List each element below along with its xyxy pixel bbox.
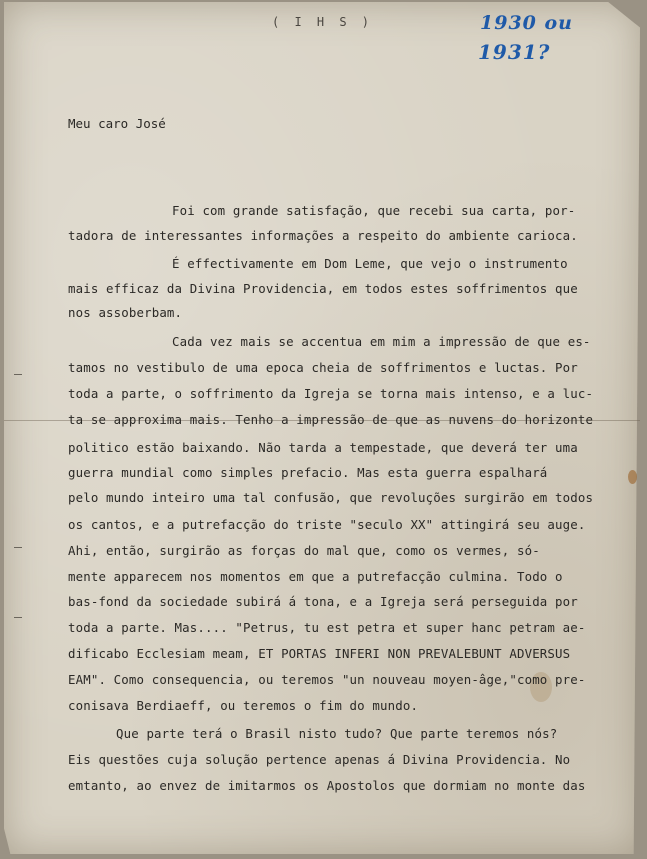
letter-line: mente apparecem nos momentos em que a putrefacção culmina. Todo o bbox=[68, 569, 563, 584]
letter-line: EAM". Como consequencia, ou teremos "un nouveau moyen-âge,"como pre- bbox=[68, 672, 586, 687]
letter-line: Cada vez mais se accentua em mim a impressão de que es- bbox=[172, 334, 591, 349]
margin-mark bbox=[14, 547, 22, 548]
letter-line: emtanto, ao envez de imitarmos os Apostolos que dormiam no monte das bbox=[68, 778, 586, 793]
letter-line: tadora de interessantes informações a respeito do ambiente carioca. bbox=[68, 228, 578, 243]
letter-salutation: Meu caro José bbox=[68, 116, 166, 131]
letter-line: Que parte terá o Brasil nisto tudo? Que parte teremos nós? bbox=[116, 726, 558, 741]
letter-line: nos assoberbam. bbox=[68, 305, 183, 320]
letter-line: Foi com grande satisfação, que recebi sua carta, por- bbox=[172, 203, 576, 218]
letter-line: Eis questões cuja solução pertence apenas á Divina Providencia. No bbox=[68, 752, 571, 767]
letter-line: tamos no vestibulo de uma epoca cheia de soffrimentos e luctas. Por bbox=[68, 360, 578, 375]
letter-line: guerra mundial como simples prefacio. Mas esta guerra espalhará bbox=[68, 465, 548, 480]
margin-mark bbox=[14, 374, 22, 375]
letter-line: toda a parte, o soffrimento da Igreja se torna mais intenso, e a luc- bbox=[68, 386, 594, 401]
letter-line: pelo mundo inteiro uma tal confusão, que revoluções surgirão em todos bbox=[68, 490, 594, 505]
letter-line: os cantos, e a putrefacção do triste "seculo XX" attingirá seu auge. bbox=[68, 517, 586, 532]
handwritten-date-note: 1931? bbox=[478, 40, 551, 64]
letter-heading-ihs: ( I H S ) bbox=[272, 15, 374, 29]
letter-line: dificabo Ecclesiam meam, ET PORTAS INFERI NON PREVALEBUNT ADVERSUS bbox=[68, 646, 571, 661]
letter-line: ta se approxima mais. Tenho a impressão de que as nuvens do horizonte bbox=[68, 412, 594, 427]
letter-line: politico estão baixando. Não tarda a tempestade, que deverá ter uma bbox=[68, 440, 578, 455]
letter-line: mais efficaz da Divina Providencia, em todos estes soffrimentos que bbox=[68, 281, 578, 296]
handwritten-date-note: 1930 ou bbox=[480, 12, 573, 34]
letter-line: Ahi, então, surgirão as forças do mal que, como os vermes, só- bbox=[68, 543, 540, 558]
letter-line: bas-fond da sociedade subirá á tona, e a Igreja será perseguida por bbox=[68, 594, 578, 609]
paper-stain bbox=[628, 470, 637, 484]
letter-line: toda a parte. Mas.... "Petrus, tu est petra et super hanc petram ae- bbox=[68, 620, 586, 635]
letter-line: É effectivamente em Dom Leme, que vejo o instrumento bbox=[172, 256, 568, 271]
letter-line: conisava Berdiaeff, ou teremos o fim do mundo. bbox=[68, 698, 419, 713]
margin-mark bbox=[14, 617, 22, 618]
